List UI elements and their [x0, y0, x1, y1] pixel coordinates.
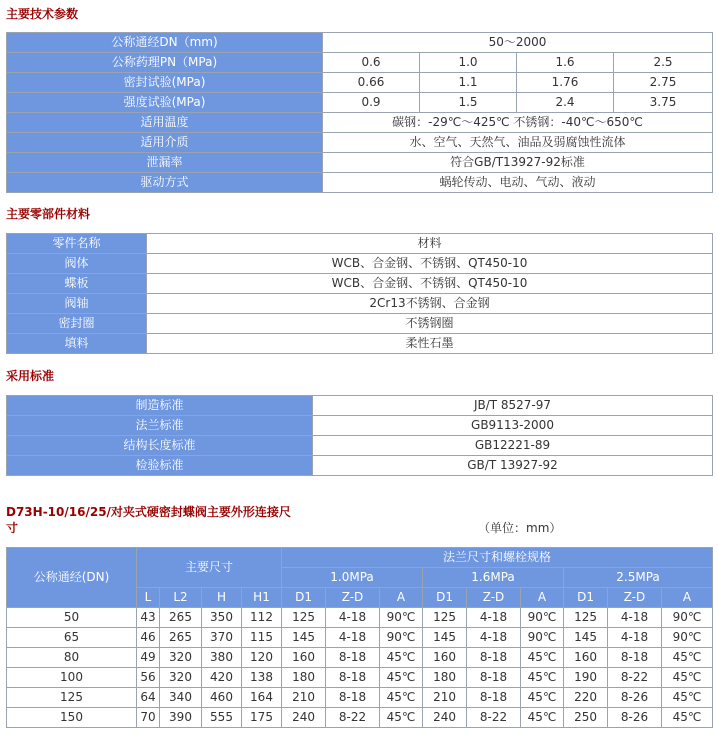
param-label: 公称通经DN（mm) — [7, 33, 323, 53]
dim-value: 8-18 — [326, 668, 380, 688]
dn-value: 80 — [7, 648, 137, 668]
dim-value: 8-18 — [326, 688, 380, 708]
param-value: 0.66 — [323, 73, 420, 93]
dn-value: 125 — [7, 688, 137, 708]
dim-value: 43 — [137, 608, 160, 628]
dim-value: 460 — [202, 688, 242, 708]
dim-value: 64 — [137, 688, 160, 708]
header-pressure-3: 2.5MPa — [564, 568, 713, 588]
dim-value: 180 — [282, 668, 326, 688]
dim-value: 56 — [137, 668, 160, 688]
dim-value: 45℃ — [662, 668, 713, 688]
part-material: 柔性石墨 — [147, 334, 713, 354]
dim-value: 175 — [242, 708, 282, 728]
col-D1: D1 — [423, 588, 467, 608]
table-row — [7, 53, 713, 73]
table-row — [7, 708, 713, 728]
dim-value: 115 — [242, 628, 282, 648]
dim-value: 4-18 — [467, 608, 521, 628]
dn-value: 50 — [7, 608, 137, 628]
param-value: 1.5 — [420, 93, 517, 113]
table-row — [7, 274, 713, 294]
dim-value: 265 — [160, 608, 202, 628]
col-Z-D: Z-D — [326, 588, 380, 608]
col-D1: D1 — [564, 588, 608, 608]
dim-value: 145 — [564, 628, 608, 648]
dim-value: 45℃ — [662, 648, 713, 668]
part-name: 零件名称 — [7, 234, 147, 254]
dim-value: 45℃ — [521, 648, 564, 668]
param-value: 1.0 — [420, 53, 517, 73]
param-label: 适用介质 — [7, 133, 323, 153]
table-row — [7, 294, 713, 314]
table-row — [7, 608, 713, 628]
header-main-dims: 主要尺寸 — [137, 548, 282, 588]
dim-value: 125 — [423, 608, 467, 628]
col-A: A — [521, 588, 564, 608]
dim-value: 210 — [423, 688, 467, 708]
param-value: 符合GB/T13927-92标准 — [323, 153, 713, 173]
dim-value: 160 — [423, 648, 467, 668]
table-row — [7, 33, 713, 53]
dim-value: 8-18 — [608, 648, 662, 668]
dim-value: 90℃ — [521, 608, 564, 628]
part-name: 阀体 — [7, 254, 147, 274]
part-name: 蝶板 — [7, 274, 147, 294]
dim-value: 250 — [564, 708, 608, 728]
dim-value: 145 — [282, 628, 326, 648]
param-label: 驱动方式 — [7, 173, 323, 193]
param-value: 0.9 — [323, 93, 420, 113]
header-dn: 公称通经(DN) — [7, 548, 137, 608]
dim-value: 320 — [160, 668, 202, 688]
dim-value: 70 — [137, 708, 160, 728]
col-L2: L2 — [160, 588, 202, 608]
dim-value: 4-18 — [326, 628, 380, 648]
dim-value: 49 — [137, 648, 160, 668]
param-label: 密封试验(MPa) — [7, 73, 323, 93]
dn-value: 150 — [7, 708, 137, 728]
col-L: L — [137, 588, 160, 608]
dim-value: 4-18 — [608, 628, 662, 648]
dim-value: 45℃ — [521, 708, 564, 728]
dim-value: 45℃ — [380, 648, 423, 668]
param-value: 1.76 — [517, 73, 614, 93]
dim-value: 8-18 — [467, 688, 521, 708]
dim-value: 45℃ — [662, 688, 713, 708]
part-material: WCB、合金钢、不锈钢、QT450-10 — [147, 274, 713, 294]
dim-value: 220 — [564, 688, 608, 708]
param-value: 3.75 — [614, 93, 713, 113]
unit-label: （单位：mm） — [478, 521, 562, 535]
table-row — [7, 234, 713, 254]
table-row — [7, 396, 713, 416]
dim-value: 180 — [423, 668, 467, 688]
part-name: 密封圈 — [7, 314, 147, 334]
table-row — [7, 254, 713, 274]
param-value: 蜗轮传动、电动、气动、液动 — [323, 173, 713, 193]
table-row — [7, 153, 713, 173]
dim-value: 4-18 — [608, 608, 662, 628]
dim-value: 380 — [202, 648, 242, 668]
table-row — [7, 113, 713, 133]
dim-value: 340 — [160, 688, 202, 708]
dim-value: 45℃ — [521, 668, 564, 688]
dim-value: 4-18 — [467, 628, 521, 648]
parts-section-title: 主要零部件材料 — [6, 207, 91, 221]
dim-value: 210 — [282, 688, 326, 708]
part-material: 材料 — [147, 234, 713, 254]
standard-code: GB/T 13927-92 — [313, 456, 713, 476]
standard-code: GB9113-2000 — [313, 416, 713, 436]
param-label: 公称药理PN（MPa) — [7, 53, 323, 73]
dim-value: 8-18 — [467, 668, 521, 688]
dim-value: 8-26 — [608, 688, 662, 708]
table-row — [7, 173, 713, 193]
table-row — [7, 436, 713, 456]
dim-value: 190 — [564, 668, 608, 688]
header-pressure-2: 1.6MPa — [423, 568, 564, 588]
dim-value: 164 — [242, 688, 282, 708]
part-material: 不锈钢圈 — [147, 314, 713, 334]
dim-value: 160 — [564, 648, 608, 668]
dim-value: 555 — [202, 708, 242, 728]
table-row — [7, 93, 713, 113]
param-value: 50～2000 — [323, 33, 713, 53]
table-row — [7, 73, 713, 93]
part-name: 阀轴 — [7, 294, 147, 314]
table-row — [7, 648, 713, 668]
standard-name: 结构长度标准 — [7, 436, 313, 456]
col-H: H — [202, 588, 242, 608]
dim-value: 112 — [242, 608, 282, 628]
header-flange: 法兰尺寸和螺栓规格 — [282, 548, 713, 568]
header-pressure-1: 1.0MPa — [282, 568, 423, 588]
dim-value: 90℃ — [380, 628, 423, 648]
param-value: 2.75 — [614, 73, 713, 93]
standard-name: 检验标准 — [7, 456, 313, 476]
dim-value: 90℃ — [662, 628, 713, 648]
dim-value: 138 — [242, 668, 282, 688]
param-value: 1.1 — [420, 73, 517, 93]
standards-table — [6, 395, 713, 476]
parts-materials-table — [6, 233, 713, 354]
dim-value: 8-18 — [467, 648, 521, 668]
param-label: 泄漏率 — [7, 153, 323, 173]
param-value: 碳钢：-29℃～425℃ 不锈钢：-40℃～650℃ — [323, 113, 713, 133]
table-row — [7, 456, 713, 476]
dim-value: 90℃ — [662, 608, 713, 628]
dim-value: 320 — [160, 648, 202, 668]
col-Z-D: Z-D — [467, 588, 521, 608]
dim-value: 8-22 — [326, 708, 380, 728]
dim-value: 145 — [423, 628, 467, 648]
param-value: 2.5 — [614, 53, 713, 73]
dn-value: 65 — [7, 628, 137, 648]
standard-name: 制造标准 — [7, 396, 313, 416]
dim-value: 370 — [202, 628, 242, 648]
dim-value: 350 — [202, 608, 242, 628]
part-material: WCB、合金钢、不锈钢、QT450-10 — [147, 254, 713, 274]
part-material: 2Cr13不锈钢、合金钢 — [147, 294, 713, 314]
param-value: 0.6 — [323, 53, 420, 73]
param-value: 1.6 — [517, 53, 614, 73]
dim-value: 420 — [202, 668, 242, 688]
dim-value: 240 — [423, 708, 467, 728]
col-H1: H1 — [242, 588, 282, 608]
dimensions-table — [6, 547, 713, 728]
col-A: A — [380, 588, 423, 608]
col-Z-D: Z-D — [608, 588, 662, 608]
dim-value: 390 — [160, 708, 202, 728]
dim-value: 90℃ — [521, 628, 564, 648]
dim-value: 45℃ — [380, 688, 423, 708]
param-value: 2.4 — [517, 93, 614, 113]
dim-value: 120 — [242, 648, 282, 668]
dim-value: 45℃ — [521, 688, 564, 708]
col-D1: D1 — [282, 588, 326, 608]
dim-value: 160 — [282, 648, 326, 668]
tech-section-title: 主要技术参数 — [6, 7, 79, 21]
table-row — [7, 416, 713, 436]
dim-value: 125 — [282, 608, 326, 628]
dims-title-line1: D73H-10/16/25/对夹式硬密封蝶阀主要外形连接尺 — [6, 505, 291, 519]
dims-title-line2: 寸 — [6, 521, 19, 535]
standard-code: JB/T 8527-97 — [313, 396, 713, 416]
dim-value: 8-22 — [608, 668, 662, 688]
table-row — [7, 688, 713, 708]
table-row — [7, 628, 713, 648]
param-value: 水、空气、天然气、油品及弱腐蚀性流体 — [323, 133, 713, 153]
param-label: 适用温度 — [7, 113, 323, 133]
dim-value: 90℃ — [380, 608, 423, 628]
table-row — [7, 334, 713, 354]
param-label: 强度试验(MPa) — [7, 93, 323, 113]
standards-section-title: 采用标准 — [6, 369, 55, 383]
dim-value: 240 — [282, 708, 326, 728]
table-row — [7, 314, 713, 334]
dim-value: 8-26 — [608, 708, 662, 728]
dim-value: 45℃ — [662, 708, 713, 728]
table-row — [7, 133, 713, 153]
dim-value: 4-18 — [326, 608, 380, 628]
dn-value: 100 — [7, 668, 137, 688]
part-name: 填料 — [7, 334, 147, 354]
table-row — [7, 668, 713, 688]
dim-value: 45℃ — [380, 708, 423, 728]
dim-value: 125 — [564, 608, 608, 628]
dim-value: 8-22 — [467, 708, 521, 728]
dim-value: 8-18 — [326, 648, 380, 668]
standard-name: 法兰标准 — [7, 416, 313, 436]
standard-code: GB12221-89 — [313, 436, 713, 456]
dim-value: 265 — [160, 628, 202, 648]
tech-params-table — [6, 32, 713, 193]
dim-value: 45℃ — [380, 668, 423, 688]
dim-value: 46 — [137, 628, 160, 648]
col-A: A — [662, 588, 713, 608]
